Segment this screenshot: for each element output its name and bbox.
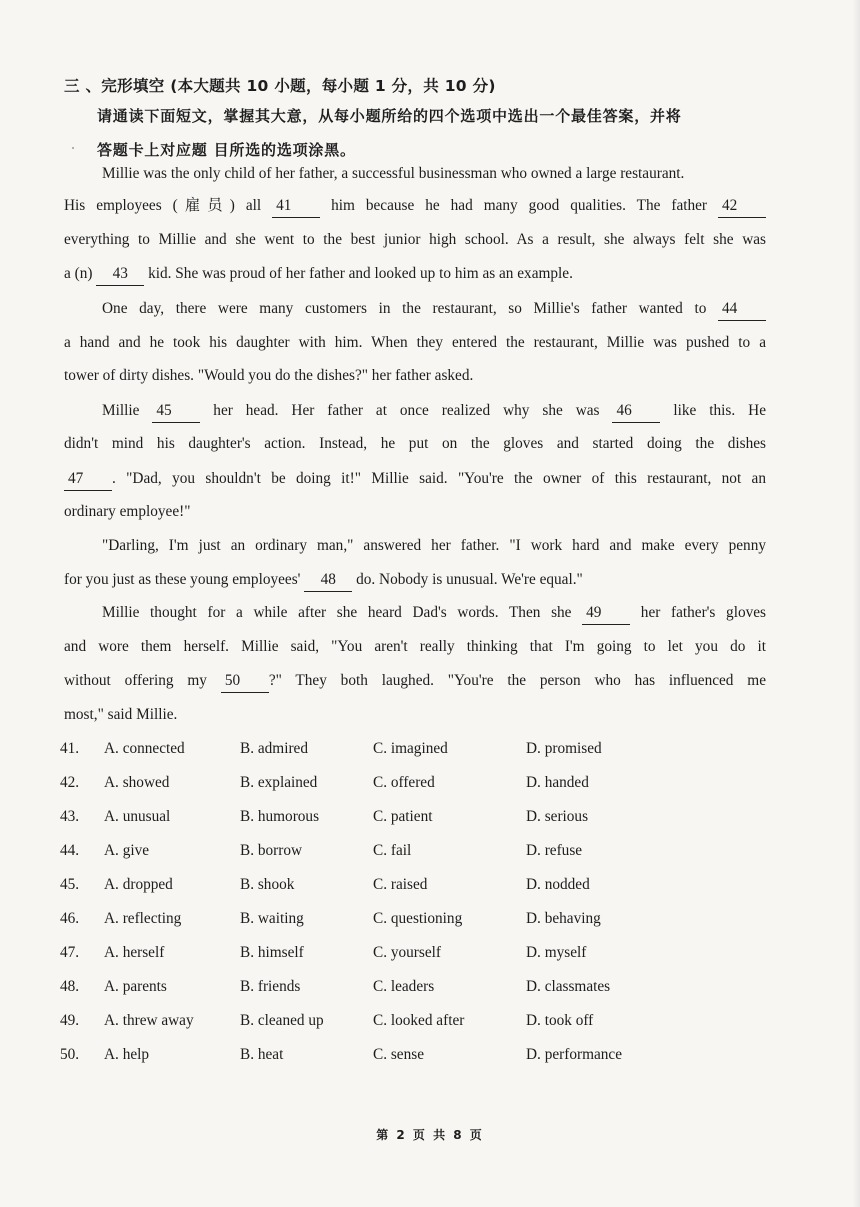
question-number: 44. — [60, 842, 80, 859]
option-row — [60, 842, 680, 866]
passage-line: His employees (雇员) all 41 him because he had many good qualities. The father 42 — [64, 195, 766, 218]
option-c: C. patient — [373, 808, 433, 825]
option-d: D. refuse — [526, 842, 583, 859]
option-d: D. performance — [526, 1046, 622, 1063]
option-d: D. took off — [526, 1012, 594, 1029]
cloze-blank: 50 — [221, 670, 269, 693]
option-d: D. behaving — [526, 910, 601, 927]
option-row — [60, 944, 680, 968]
passage-line: Millie 45 her head. Her father at once realized why she was 46 like this. He — [64, 400, 766, 423]
option-c: C. sense — [373, 1046, 424, 1063]
option-b: B. heat — [240, 1046, 284, 1063]
option-a: A. dropped — [104, 876, 173, 893]
passage-line: for you just as these young employees' 48 do. Nobody is unusual. We're equal." — [64, 569, 766, 592]
option-b: B. explained — [240, 774, 318, 791]
passage-line: and wore them herself. Millie said, "You aren't really thinking that I'm going to let you do it — [64, 638, 766, 655]
option-a: A. parents — [104, 978, 167, 995]
option-c: C. fail — [373, 842, 412, 859]
passage-line: tower of dirty dishes. "Would you do the dishes?" her father asked. — [64, 367, 474, 384]
cloze-blank: 49 — [582, 602, 630, 625]
instruction-line-1: 请通读下面短文，掌握其大意，从每小题所给的四个选项中选出一个最佳答案，并将 — [97, 107, 682, 125]
option-a: A. showed — [104, 774, 170, 791]
passage-line: everything to Millie and she went to the best junior high school. As a result, she always felt she was — [64, 231, 766, 248]
scan-edge-shadow — [852, 0, 860, 1207]
question-number: 43. — [60, 808, 80, 825]
passage-line: ordinary employee!" — [64, 503, 191, 520]
option-d: D. serious — [526, 808, 589, 825]
option-row — [60, 978, 680, 1002]
passage-line: a (n) 43 kid. She was proud of her father and looked up to him as an example. — [64, 263, 766, 286]
option-row — [60, 1046, 680, 1070]
question-number: 42. — [60, 774, 80, 791]
option-d: D. classmates — [526, 978, 611, 995]
option-row — [60, 774, 680, 798]
scan-speck — [72, 147, 74, 149]
option-row — [60, 808, 680, 832]
question-number: 48. — [60, 978, 80, 995]
question-number: 47. — [60, 944, 80, 961]
option-row — [60, 910, 680, 934]
cloze-blank: 47 — [64, 468, 112, 491]
passage-line: without offering my 50 ?" They both laughed. "You're the person who has influenced me — [64, 670, 766, 693]
cloze-blank: 41 — [272, 195, 320, 218]
passage-line: One day, there were many customers in the restaurant, so Millie's father wanted to 44 — [64, 298, 766, 321]
option-b: B. borrow — [240, 842, 303, 859]
question-number: 41. — [60, 740, 80, 757]
option-b: B. waiting — [240, 910, 304, 927]
passage-line: 47 . "Dad, you shouldn't be doing it!" Millie said. "You're the owner of this restaurant, not an — [64, 468, 766, 491]
passage-line: a hand and he took his daughter with him. When they entered the restaurant, Millie was pushed to a — [64, 334, 766, 351]
option-a: A. give — [104, 842, 150, 859]
cloze-blank: 45 — [152, 400, 200, 423]
passage-line: didn't mind his daughter's action. Instead, he put on the gloves and started doing the dishes — [64, 435, 766, 452]
option-b: B. himself — [240, 944, 304, 961]
option-b: B. admired — [240, 740, 308, 757]
passage-line: most," said Millie. — [64, 706, 178, 723]
option-b: B. friends — [240, 978, 301, 995]
option-b: B. humorous — [240, 808, 320, 825]
option-a: A. threw away — [104, 1012, 194, 1029]
cloze-blank: 42 — [718, 195, 766, 218]
option-row — [60, 1012, 680, 1036]
option-c: C. leaders — [373, 978, 435, 995]
option-d: D. promised — [526, 740, 602, 757]
cloze-blank: 48 — [304, 569, 352, 592]
option-c: C. offered — [373, 774, 435, 791]
option-a: A. connected — [104, 740, 185, 757]
option-b: B. cleaned up — [240, 1012, 324, 1029]
question-number: 45. — [60, 876, 80, 893]
option-c: C. questioning — [373, 910, 463, 927]
option-a: A. help — [104, 1046, 150, 1063]
option-c: C. imagined — [373, 740, 448, 757]
option-c: C. looked after — [373, 1012, 465, 1029]
option-c: C. yourself — [373, 944, 441, 961]
page-footer: 第 2 页 共 8 页 — [376, 1128, 484, 1142]
passage-line: "Darling, I'm just an ordinary man," answered her father. "I work hard and make every penny — [102, 537, 766, 554]
section-heading: 三 、完形填空 (本大题共 10 小题，每小题 1 分，共 10 分) — [64, 77, 496, 95]
option-d: D. myself — [526, 944, 587, 961]
option-row — [60, 740, 680, 764]
passage-line: Millie thought for a while after she heard Dad's words. Then she 49 her father's gloves — [64, 602, 766, 625]
option-a: A. reflecting — [104, 910, 182, 927]
question-number: 46. — [60, 910, 80, 927]
cloze-blank: 46 — [612, 400, 660, 423]
option-d: D. nodded — [526, 876, 590, 893]
option-d: D. handed — [526, 774, 589, 791]
option-c: C. raised — [373, 876, 428, 893]
instruction-line-2: 答题卡上对应题 目所选的选项涂黑。 — [97, 141, 356, 159]
passage-line: Millie was the only child of her father, a successful businessman who owned a large restaurant. — [102, 165, 685, 182]
cloze-blank: 44 — [718, 298, 766, 321]
cloze-blank: 43 — [96, 263, 144, 286]
question-number: 49. — [60, 1012, 80, 1029]
option-row — [60, 876, 680, 900]
option-b: B. shook — [240, 876, 295, 893]
question-number: 50. — [60, 1046, 80, 1063]
option-a: A. unusual — [104, 808, 171, 825]
option-a: A. herself — [104, 944, 165, 961]
